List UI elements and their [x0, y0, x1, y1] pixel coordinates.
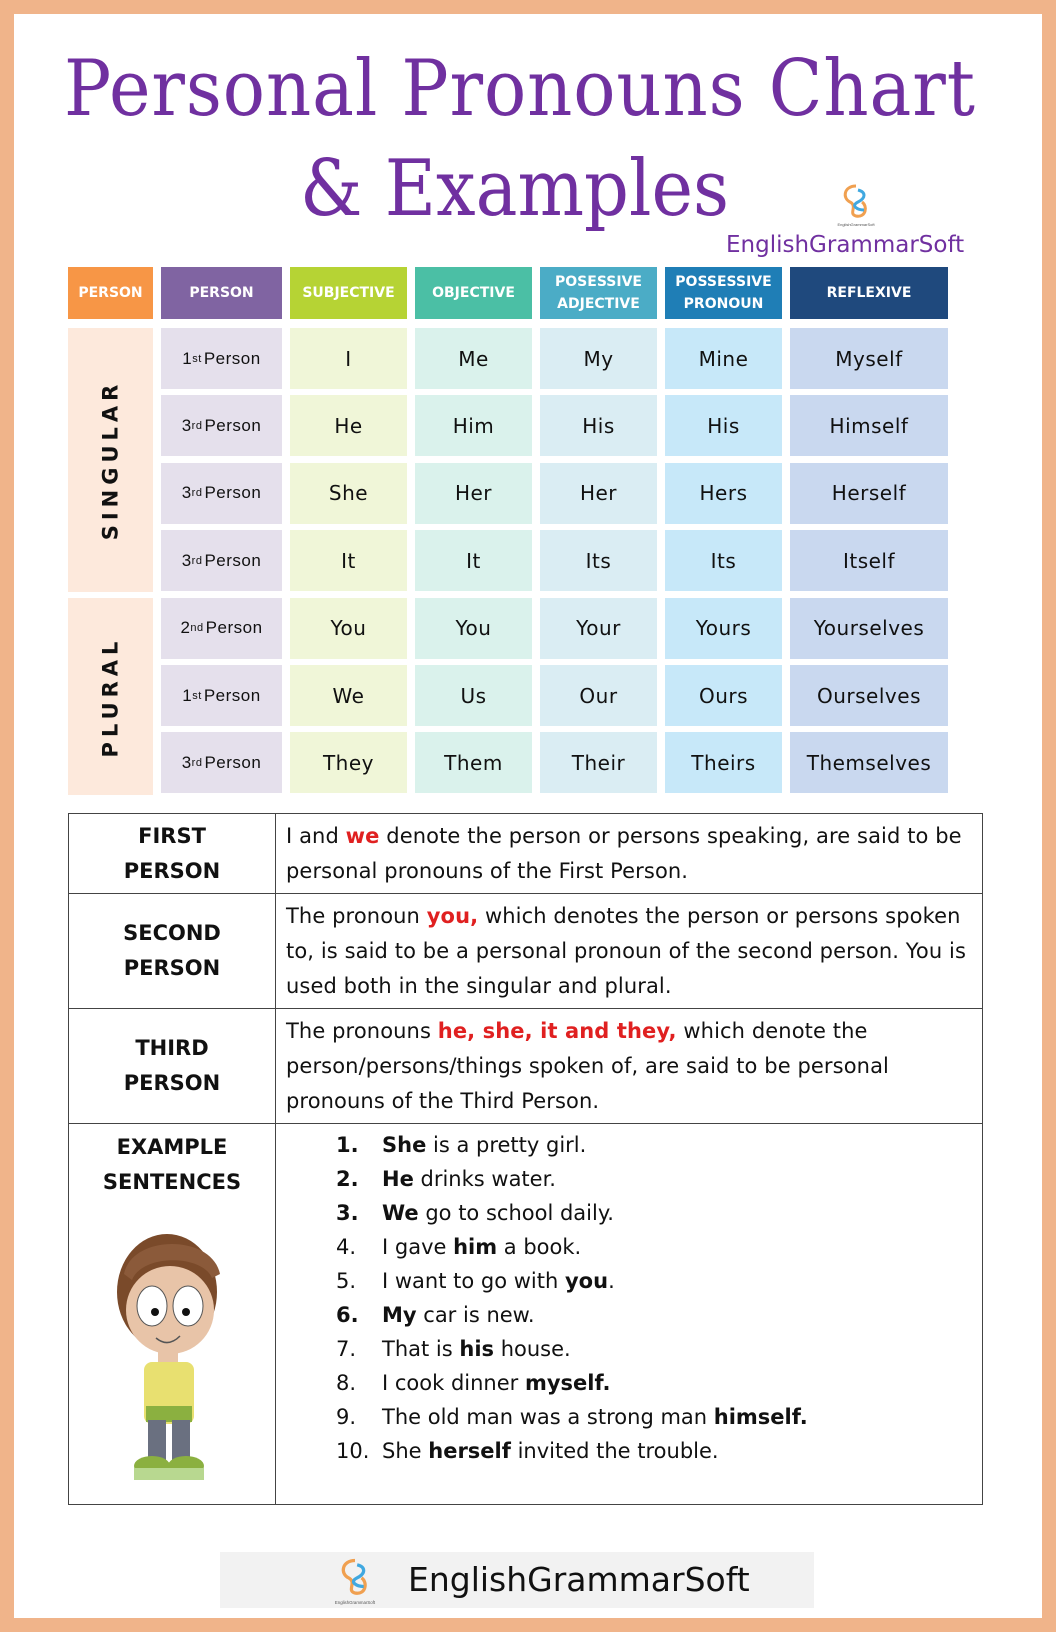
- example-sentence: 9. The old man was a strong man himself.: [336, 1405, 808, 1429]
- page-title-line-1: Personal Pronouns Chart: [64, 44, 976, 134]
- cell-poss-adj: My: [540, 328, 657, 389]
- svg-text:EnglishGrammarSoft: EnglishGrammarSoft: [837, 222, 875, 227]
- cell-objective: Him: [415, 395, 532, 456]
- cell-reflexive: Themselves: [790, 732, 948, 793]
- cell-person: 1 st Person: [161, 328, 282, 389]
- cell-reflexive: Herself: [790, 463, 948, 524]
- example-sentence: 2. He drinks water.: [336, 1167, 556, 1191]
- example-sentence: 6. My car is new.: [336, 1303, 535, 1327]
- cartoon-boy-illustration: [102, 1214, 242, 1484]
- definition-row-second: SECOND PERSON The pronoun you, which denotes the person or persons spoken to, is said to be a personal pronoun of the second person. You is used both in the singular and plural.: [69, 894, 983, 1009]
- example-sentence: 5. I want to go with you.: [336, 1269, 615, 1293]
- cell-person: 3 rd Person: [161, 530, 282, 591]
- header-possessive-adjective: POSESSIVE ADJECTIVE: [540, 267, 657, 319]
- example-sentence: 8. I cook dinner myself.: [336, 1371, 611, 1395]
- cell-person: 3 rd Person: [161, 395, 282, 456]
- examples-row: EXAMPLE SENTENCES 1. She is a pretty girl. 2. He drinks water. 3. We go to school daily. 4. I gave him a book. 5. I want to go with you. 6. My car is new. 7. That is his house. 8. I cook dinner myself. 9. The old man was a strong man himself. 10. She herself invited the trouble.: [69, 1124, 983, 1505]
- header-group: PERSON: [68, 267, 153, 319]
- svg-text:EnglishGrammarSoft: EnglishGrammarSoft: [334, 1599, 376, 1605]
- cell-poss-adj: Its: [540, 530, 657, 591]
- cell-poss-pron: Hers: [665, 463, 782, 524]
- egs-logo-icon: [836, 180, 876, 228]
- cell-poss-adj: Our: [540, 665, 657, 726]
- header-possessive-pronoun: POSSESSIVE PRONOUN: [665, 267, 782, 319]
- cell-subjective: We: [290, 665, 407, 726]
- header-objective: OBJECTIVE: [415, 267, 532, 319]
- cell-poss-adj: Their: [540, 732, 657, 793]
- cell-reflexive: Ourselves: [790, 665, 948, 726]
- example-sentence: 7. That is his house.: [336, 1337, 571, 1361]
- cell-poss-adj: Her: [540, 463, 657, 524]
- cell-person: 1 st Person: [161, 665, 282, 726]
- example-sentence: 10. She herself invited the trouble.: [336, 1439, 719, 1463]
- definition-row-third: THIRD PERSON The pronouns he, she, it and they, which denote the person/persons/things spoken of, are said to be personal pronouns of the Third Person.: [69, 1009, 983, 1124]
- page: [14, 14, 1042, 1618]
- example-sentence: 3. We go to school daily.: [336, 1201, 614, 1225]
- cell-subjective: It: [290, 530, 407, 591]
- cell-poss-pron: Ours: [665, 665, 782, 726]
- cell-poss-adj: Your: [540, 598, 657, 659]
- cell-subjective: You: [290, 598, 407, 659]
- cell-person: 2 nd Person: [161, 598, 282, 659]
- footer-brand: EnglishGrammarSoft: [408, 1560, 750, 1599]
- cell-reflexive: Yourselves: [790, 598, 948, 659]
- cell-objective: You: [415, 598, 532, 659]
- example-sentences-list: [276, 1124, 982, 1504]
- cell-poss-pron: Its: [665, 530, 782, 591]
- cell-poss-pron: Mine: [665, 328, 782, 389]
- cell-objective: Us: [415, 665, 532, 726]
- cell-subjective: They: [290, 732, 407, 793]
- definition-row-first: FIRST PERSON I and we denote the person or persons speaking, are said to be personal pronouns of the First Person.: [69, 814, 983, 894]
- cell-reflexive: Himself: [790, 395, 948, 456]
- header-reflexive: REFLEXIVE: [790, 267, 948, 319]
- cell-person: 3 rd Person: [161, 732, 282, 793]
- group-singular: SINGULAR: [68, 328, 153, 592]
- cell-objective: Me: [415, 328, 532, 389]
- cell-subjective: He: [290, 395, 407, 456]
- definitions-table: [68, 813, 983, 1505]
- footer-banner: [220, 1552, 814, 1608]
- brand-name: EnglishGrammarSoft: [726, 232, 965, 258]
- header-person: PERSON: [161, 267, 282, 319]
- example-sentence: 1. She is a pretty girl.: [336, 1133, 587, 1157]
- cell-objective: Her: [415, 463, 532, 524]
- cell-objective: It: [415, 530, 532, 591]
- cell-reflexive: Myself: [790, 328, 948, 389]
- cell-reflexive: Itself: [790, 530, 948, 591]
- cell-poss-pron: Theirs: [665, 732, 782, 793]
- group-plural: PLURAL: [68, 598, 153, 795]
- page-title-line-2: & Examples: [300, 144, 730, 234]
- cell-objective: Them: [415, 732, 532, 793]
- cell-subjective: I: [290, 328, 407, 389]
- cell-poss-adj: His: [540, 395, 657, 456]
- cell-poss-pron: Yours: [665, 598, 782, 659]
- cell-poss-pron: His: [665, 395, 782, 456]
- egs-logo-icon: [330, 1554, 380, 1606]
- example-sentence: 4. I gave him a book.: [336, 1235, 582, 1259]
- cell-person: 3 rd Person: [161, 463, 282, 524]
- header-subjective: SUBJECTIVE: [290, 267, 407, 319]
- cell-subjective: She: [290, 463, 407, 524]
